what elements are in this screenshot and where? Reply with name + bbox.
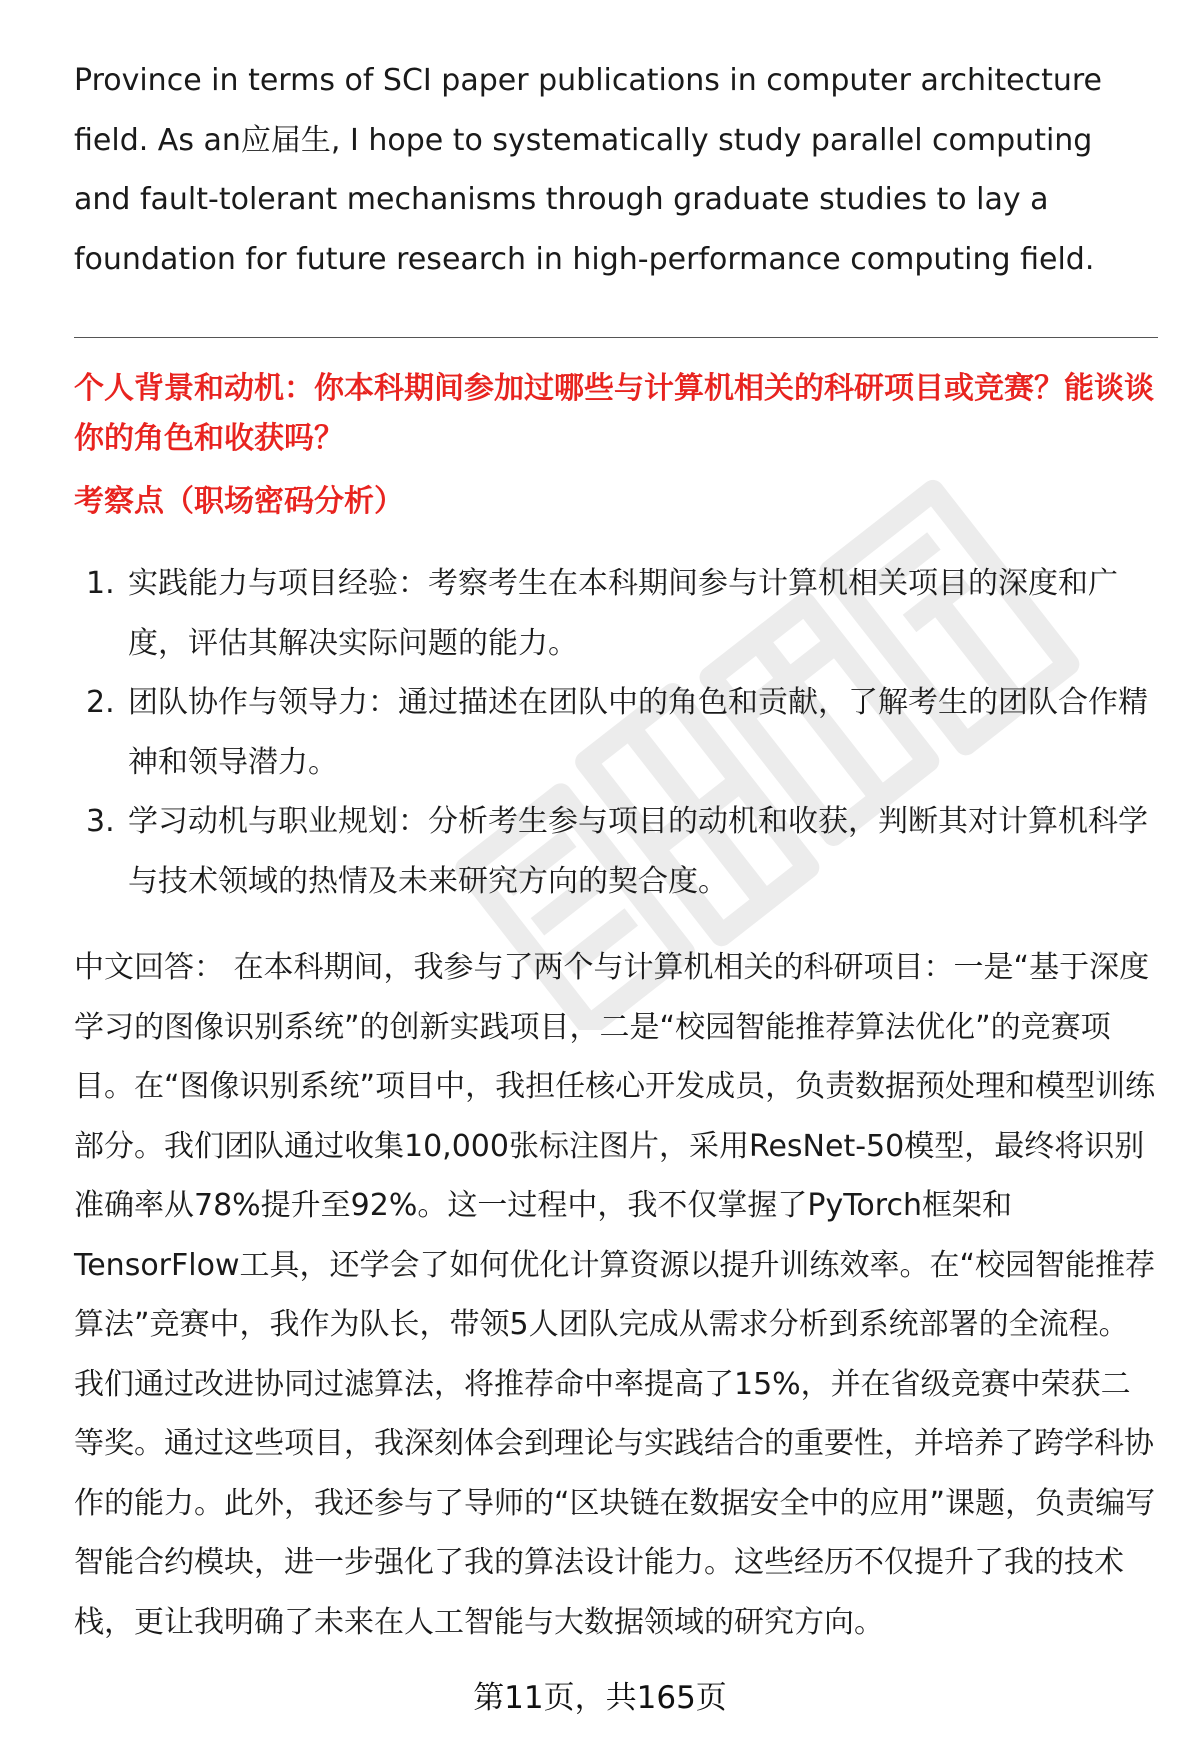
list-item-text: 团队协作与领导力：通过描述在团队中的角色和贡献，了解考生的团队合作精神和领导潜力。 bbox=[128, 685, 1148, 780]
assessment-points-list bbox=[74, 554, 1158, 911]
list-item-text: 实践能力与项目经验：考察考生在本科期间参与计算机相关项目的深度和广度，评估其解决实际问题的能力。 bbox=[128, 566, 1118, 661]
list-item-number: 2. bbox=[86, 685, 115, 720]
list-item-number: 3. bbox=[86, 804, 115, 839]
list-item bbox=[74, 673, 1158, 792]
list-item bbox=[74, 792, 1158, 911]
question-heading: 个人背景和动机：你本科期间参加过哪些与计算机相关的科研项目或竞赛？能谈谈你的角色和收获吗？ bbox=[74, 371, 1154, 456]
section-divider bbox=[74, 337, 1158, 338]
intro-paragraph: Province in terms of SCI paper publications in computer architecture field. As an应届生, I hope to systematically study parallel computing and fault-tolerant mechanisms through graduate studies to lay a foundation for future research in high-performance computing field. bbox=[74, 63, 1103, 277]
page-footer: 第11页，共165页 bbox=[473, 1680, 727, 1716]
list-item-text: 学习动机与职业规划：分析考生参与项目的动机和收获，判断其对计算机科学与技术领域的热情及未来研究方向的契合度。 bbox=[128, 804, 1148, 899]
answer-paragraph: 中文回答： 在本科期间，我参与了两个与计算机相关的科研项目：一是“基于深度学习的图像识别系统”的创新实践项目，二是“校园智能推荐算法优化”的竞赛项目。在“图像识别系统”项目中，我担任核心开发成员，负责数据预处理和模型训练部分。我们团队通过收集10,000张标注图片，采用ResNet-50模型，最终将识别准确率从78%提升至92%。这一过程中，我不仅掌握了PyTorch框架和TensorFlow工具，还学会了如何优化计算资源以提升训练效率。在“校园智能推荐算法”竞赛中，我作为队长，带领5人团队完成从需求分析到系统部署的全流程。我们通过改进协同过滤算法，将推荐命中率提高了15%，并在省级竞赛中荣获二等奖。通过这些项目，我深刻体会到理论与实践结合的重要性，并培养了跨学科协作的能力。此外，我还参与了导师的“区块链在数据安全中的应用”课题，负责编写智能合约模块，进一步强化了我的算法设计能力。这些经历不仅提升了我的技术栈，更让我明确了未来在人工智能与大数据领域的研究方向。 bbox=[74, 950, 1156, 1640]
list-item-number: 1. bbox=[86, 566, 115, 601]
list-item bbox=[74, 554, 1158, 673]
assessment-points-heading: 考察点（职场密码分析） bbox=[74, 484, 404, 519]
